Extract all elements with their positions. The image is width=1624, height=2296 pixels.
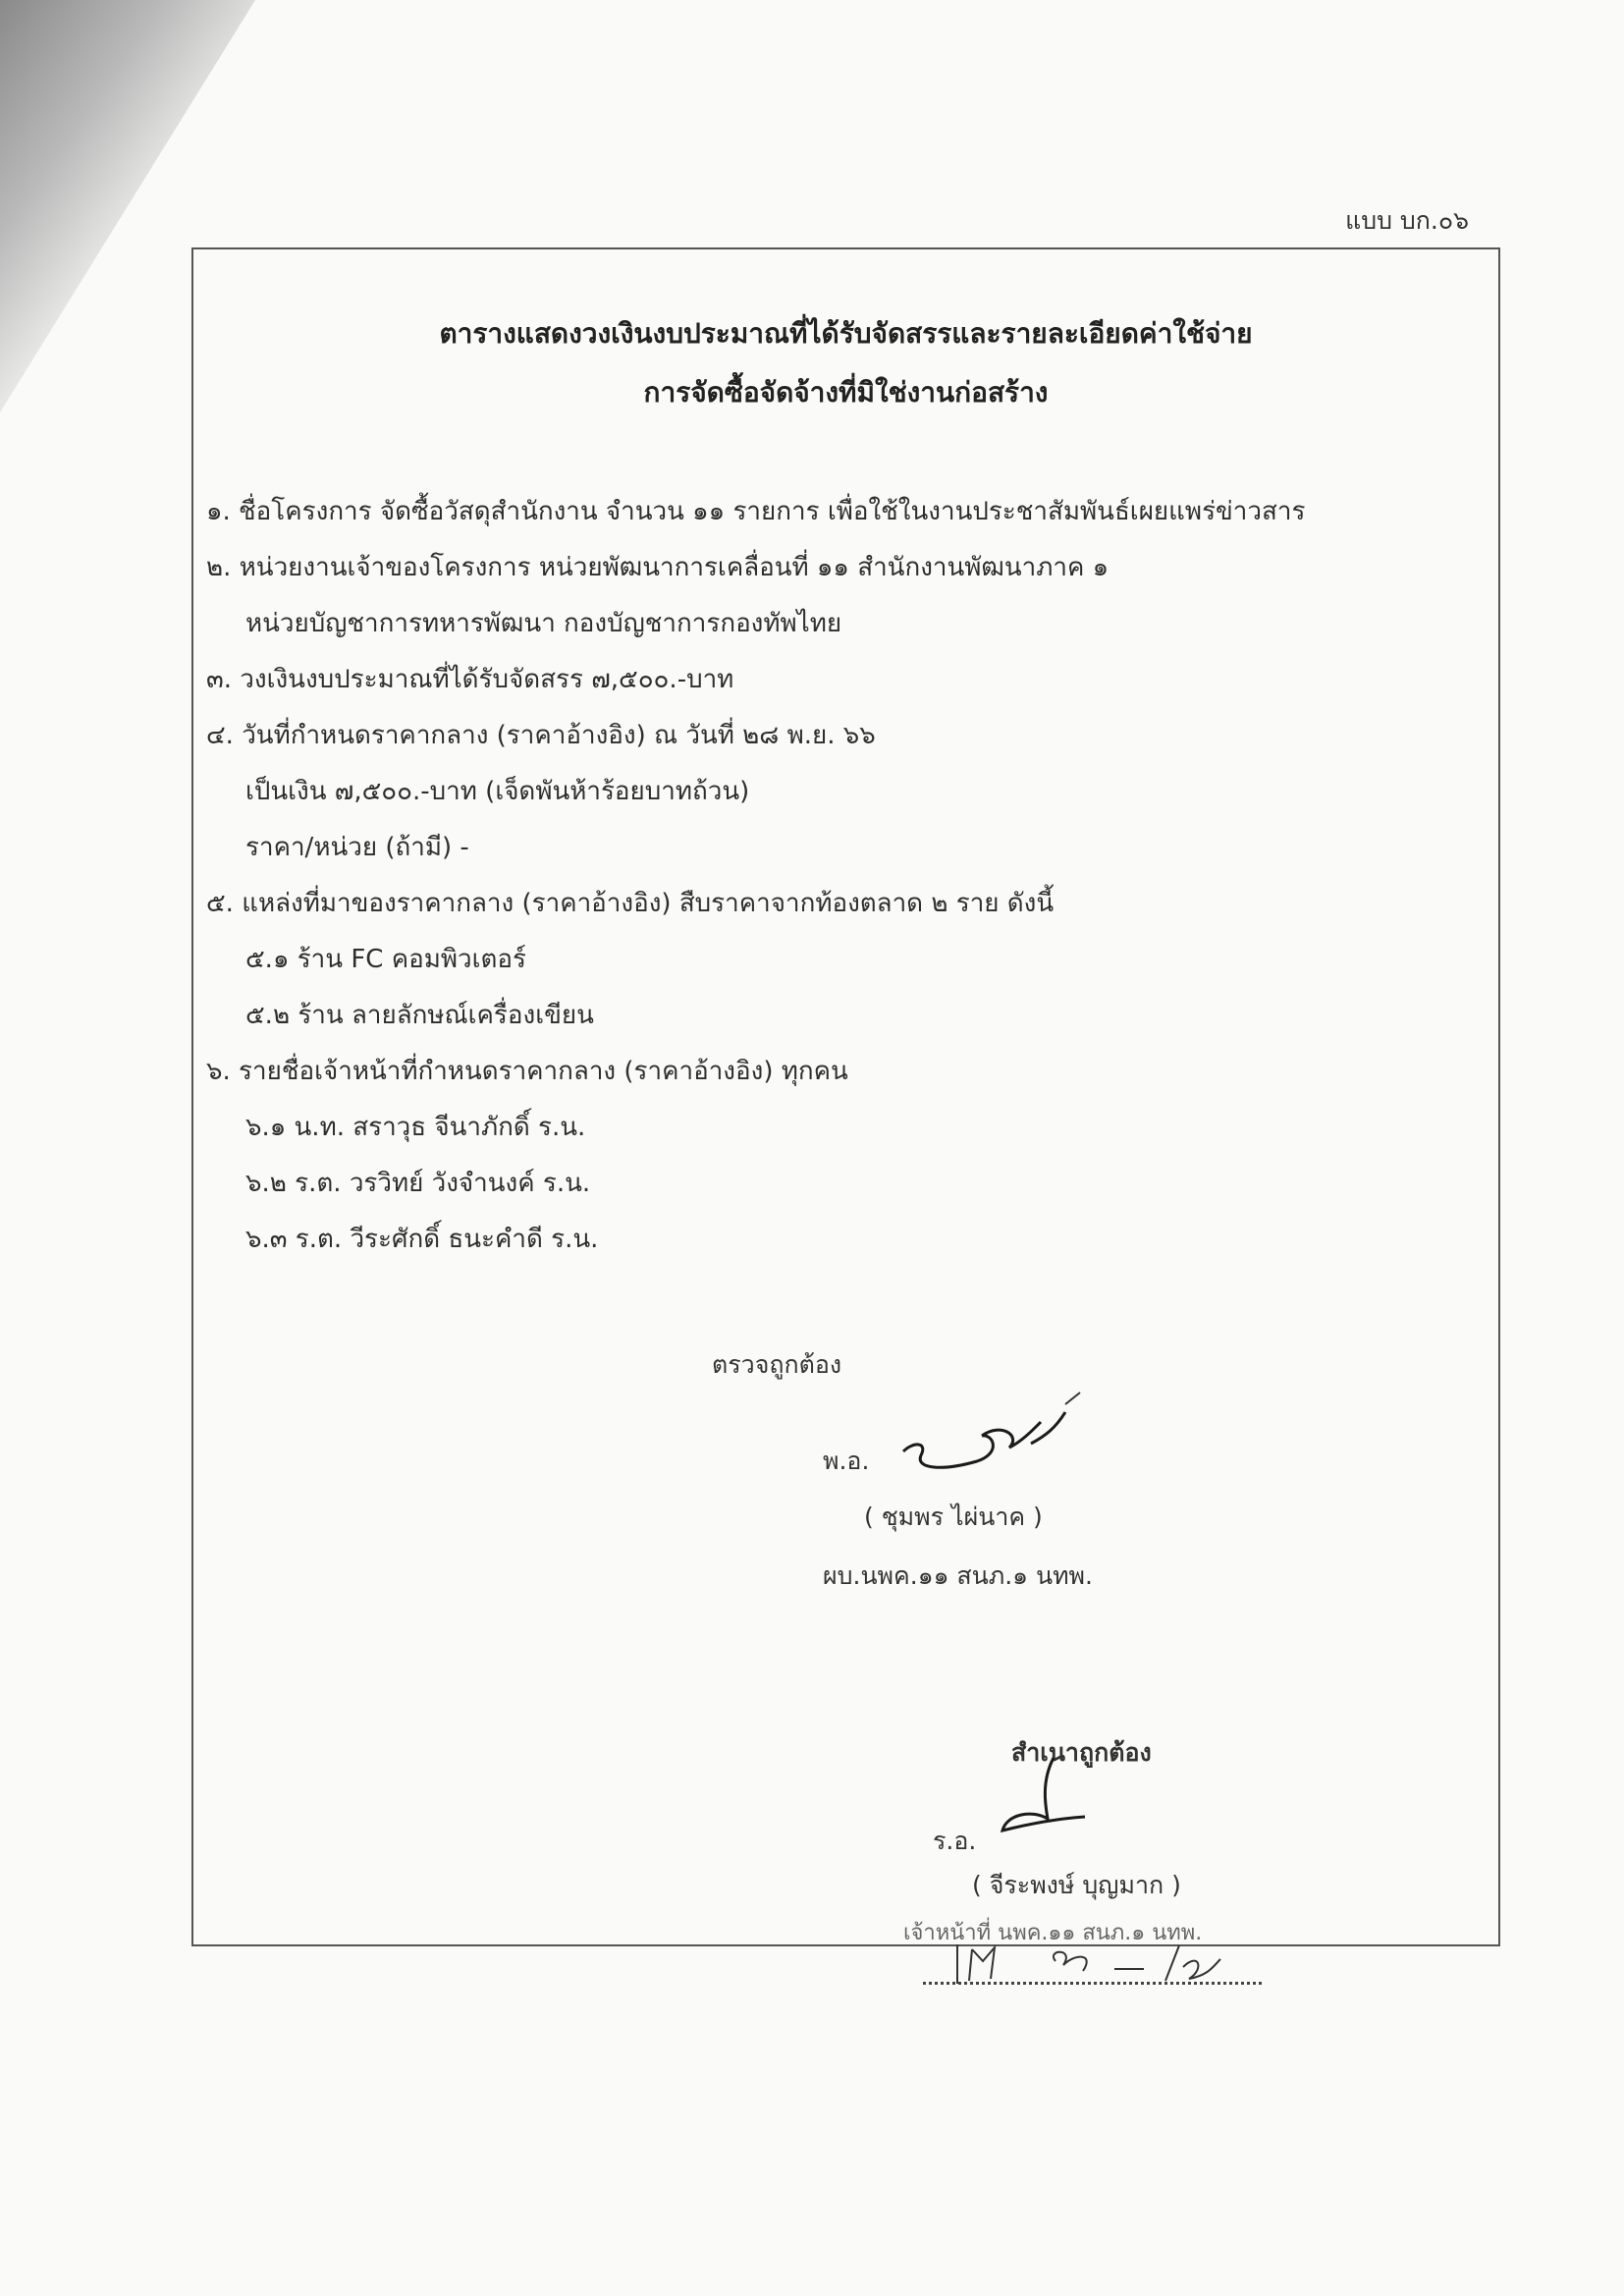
copy-certified-label: สำเนาถูกต้อง (1011, 1738, 1152, 1767)
document-title-line-2: การจัดซื้อจัดจ้างที่มิใช่งานก่อสร้าง (643, 376, 1049, 409)
signature-dotted-line (923, 1982, 1262, 1985)
signer-name: ( ชุมพร ไผ่นาค ) (864, 1503, 1043, 1531)
item-6-3-officer: ๖.๓ ร.ต. วีระศักดิ์ ธนะคำดี ร.น. (245, 1225, 599, 1254)
item-6-2-officer: ๖.๒ ร.ต. วรวิทย์ วังจำนงค์ ร.น. (245, 1169, 591, 1198)
signature-2 (987, 1758, 1105, 1851)
signer-position: ผบ.นพค.๑๑ สนภ.๑ นทพ. (823, 1561, 1093, 1590)
item-4-amount: เป็นเงิน ๗,๕๐๐.-บาท (เจ็ดพันห้าร้อยบาทถ้วน) (245, 777, 750, 806)
item-5-2-shop: ๕.๒ ร้าน ลายลักษณ์เครื่องเขียน (245, 1001, 594, 1030)
item-6-1-officer: ๖.๑ น.ท. สราวุธ จีนาภักดิ์ ร.น. (245, 1113, 586, 1142)
item-3-budget: ๓. วงเงินงบประมาณที่ได้รับจัดสรร ๗,๕๐๐.-บาท (206, 665, 734, 694)
item-5-price-source: ๕. แหล่งที่มาของราคากลาง (ราคาอ้างอิง) สืบราคาจากท้องตลาด ๒ ราย ดังนี้ (206, 889, 1055, 918)
copy-position: เจ้าหน้าที่ นพค.๑๑ สนภ.๑ นทพ. (903, 1921, 1203, 1945)
signer-rank: พ.อ. (823, 1447, 870, 1475)
item-4-unit-price: ราคา/หน่วย (ถ้ามี) - (245, 833, 469, 862)
item-1-project-name: ๑. ชื่อโครงการ จัดซื้อวัสดุสำนักงาน จำนวน ๑๑ รายการ เพื่อใช้ในงานประชาสัมพันธ์เผยแพร่ข่าวสาร (206, 497, 1306, 526)
form-code: แบบ บก.๐๖ (1345, 206, 1469, 235)
item-5-1-shop: ๕.๑ ร้าน FC คอมพิวเตอร์ (245, 945, 526, 974)
copy-name: ( จีระพงษ์ บุญมาก ) (972, 1871, 1181, 1899)
item-2-owner-unit: ๒. หน่วยงานเจ้าของโครงการ หน่วยพัฒนาการเคลื่อนที่ ๑๑ สำนักงานพัฒนาภาค ๑ (206, 553, 1110, 582)
signature-1 (884, 1393, 1100, 1486)
document-title-line-1: ตารางแสดงวงเงินงบประมาณที่ได้รับจัดสรรและรายละเอียดค่าใช้จ่าย (439, 317, 1253, 350)
item-6-officers: ๖. รายชื่อเจ้าหน้าที่กำหนดราคากลาง (ราคาอ้างอิง) ทุกคน (206, 1057, 848, 1086)
copy-rank: ร.อ. (933, 1827, 977, 1855)
verify-label: ตรวจถูกต้อง (712, 1350, 842, 1379)
item-2-owner-unit-cont: หน่วยบัญชาการทหารพัฒนา กองบัญชาการกองทัพไทย (245, 609, 842, 638)
item-4-reference-date: ๔. วันที่กำหนดราคากลาง (ราคาอ้างอิง) ณ วันที่ ๒๘ พ.ย. ๖๖ (206, 721, 876, 750)
